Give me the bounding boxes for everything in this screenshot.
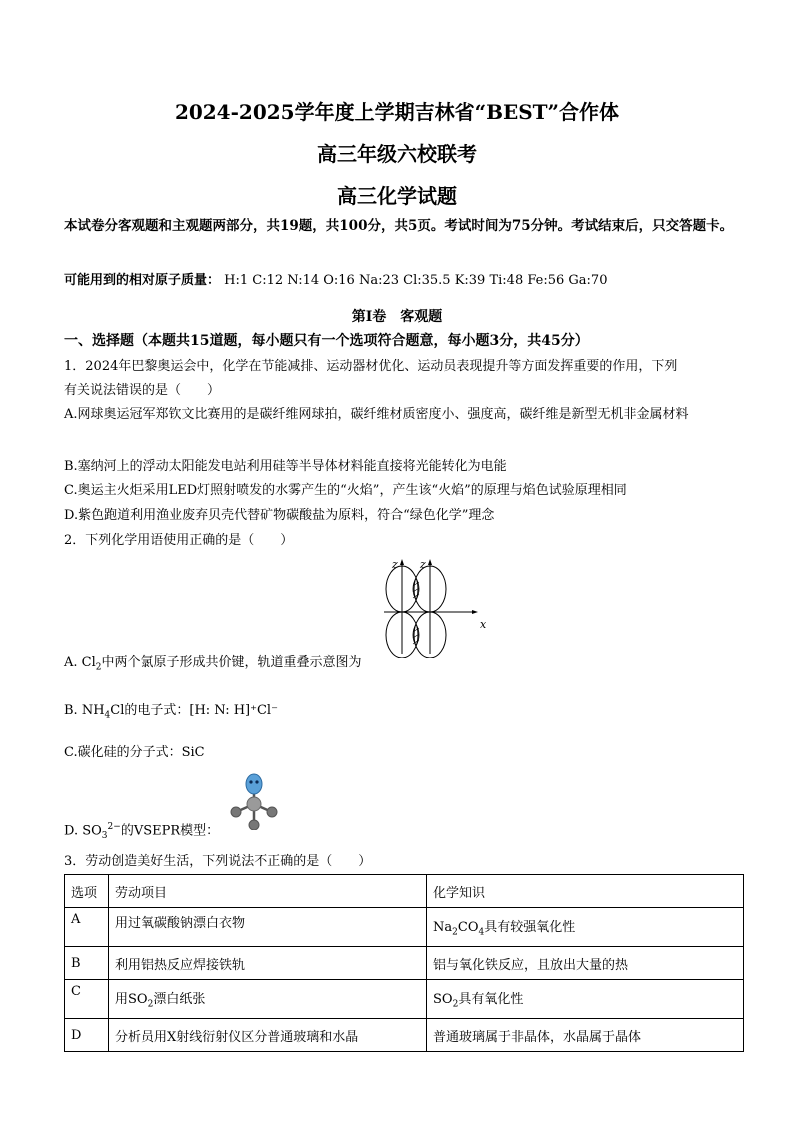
q3-options-table	[64, 874, 744, 1052]
table-header-cell: 选项	[65, 875, 109, 908]
axis-x-label: x	[480, 618, 487, 631]
item-text: 漂白纸张	[153, 992, 206, 1008]
q3-stem: 3．劳动创造美好生活，下列说法不正确的是（ ）	[64, 854, 372, 869]
z-axis-left-arrow	[400, 559, 404, 565]
q1-option-a: A.网球奥运冠军郑钦文比赛用的是碳纤维网球拍，碳纤维材质密度小、强度高，碳纤维是新型无机非金属材料	[64, 407, 689, 422]
q2-a-prefix: A. Cl	[64, 655, 96, 670]
table-cell-option: D	[65, 1019, 109, 1052]
table-cell-knowledge	[427, 908, 744, 947]
lone-pair-dot	[249, 780, 252, 783]
lone-pair-lobe	[246, 774, 262, 794]
table-row	[65, 980, 744, 1019]
table-cell-option: C	[65, 980, 109, 1019]
q2-b-text: Cl的电子式：	[110, 703, 190, 718]
atomic-masses	[64, 272, 734, 290]
table-cell-option: B	[65, 947, 109, 980]
table-row	[65, 947, 744, 980]
table-header-row	[65, 875, 744, 908]
exam-instructions: 本试卷分客观题和主观题两部分，共19题，共100分，共5页。考试时间为75分钟。考试结束后，只交答题卡。	[64, 218, 734, 234]
q1-stem-line2: 有关说法错误的是（ ）	[64, 383, 221, 398]
q2-d-prefix: D. SO	[64, 823, 102, 839]
atomic-masses-values: H:1 C:12 N:14 O:16 Na:23 Cl:35.5 K:39 Ti:48 Fe:56 Ga:70	[224, 273, 608, 288]
formula-subscript: 2	[452, 927, 458, 938]
table-cell-knowledge: 普通玻璃属于非晶体，水晶属于晶体	[427, 1019, 744, 1052]
q2-option-b	[64, 702, 734, 725]
exam-title-line2: 高三年级六校联考	[317, 142, 477, 166]
section-heading: 一、选择题（本题共15道题，每小题只有一个选项符合题意，每小题3分，共45分）	[64, 333, 589, 349]
q2-b-electron-formula: [H: N: H]⁺Cl⁻	[189, 703, 278, 718]
formula-part: CO	[457, 920, 479, 936]
q1-option-d: D.紫色跑道利用渔业废弃贝壳代替矿物碳酸盐为原料，符合“绿色化学”理念	[64, 508, 495, 523]
ligand-atom-right	[267, 807, 277, 817]
table-cell-item: 分析员用X射线衍射仪区分普通玻璃和水晶	[109, 1019, 427, 1052]
part-heading: 第Ⅰ卷 客观题	[351, 309, 443, 325]
knowledge-text: 具有氧化性	[458, 992, 524, 1008]
q2-option-d	[64, 818, 734, 845]
axis-z-right-label: z	[420, 558, 426, 571]
x-axis-arrow	[472, 610, 478, 614]
q2-d-subscript: 3	[101, 830, 108, 841]
table-cell-knowledge	[427, 980, 744, 1019]
q2-option-c: C.碳化硅的分子式：SiC	[64, 745, 205, 760]
q2-stem: 2．下列化学用语使用正确的是（ ）	[64, 533, 294, 548]
q1-stem-line1: 1．2024年巴黎奥运会中，化学在节能减排、运动器材优化、运动员表现提升等方面发挥重要的作用，下列	[64, 359, 678, 374]
exam-title-line1: 2024-2025学年度上学期吉林省“BEST”合作体	[174, 100, 620, 124]
exam-title-line3: 高三化学试题	[337, 184, 457, 208]
axis-z-left-label: z	[392, 558, 398, 571]
q1-option-c: C.奥运主火炬采用LED灯照射喷发的水雾产生的“火焰”，产生该“火焰”的原理与焰色试验原理相同	[64, 483, 627, 498]
q2-d-superscript: 2−	[107, 822, 121, 832]
q2-b-prefix: B. NH	[64, 703, 105, 718]
q2-option-a	[64, 654, 734, 677]
table-cell-knowledge: 铝与氧化铁反应，且放出大量的热	[427, 947, 744, 980]
item-text: 用SO	[115, 992, 148, 1008]
formula-subscript: 2	[147, 999, 154, 1010]
table-row	[65, 1019, 744, 1052]
formula-subscript: 2	[452, 999, 459, 1010]
z-axis-right-arrow	[428, 559, 432, 565]
atomic-masses-label: 可能用到的相对原子质量：	[64, 273, 221, 288]
formula-part: SO	[433, 992, 453, 1008]
table-row	[65, 908, 744, 947]
ligand-atom-left	[231, 807, 241, 817]
formula-subscript: 4	[478, 927, 485, 938]
knowledge-text: 具有较强氧化性	[484, 920, 576, 936]
p-orbital-overlap-diagram	[382, 556, 492, 658]
lone-pair-dot	[255, 780, 258, 783]
table-header-cell: 化学知识	[427, 875, 744, 908]
central-atom	[247, 797, 261, 811]
table-cell-item	[109, 980, 427, 1019]
table-header-cell: 劳动项目	[109, 875, 427, 908]
table-cell-item: 用过氧碳酸钠漂白衣物	[109, 908, 427, 947]
q1-option-b: B.塞纳河上的浮动太阳能发电站利用硅等半导体材料能直接将光能转化为电能	[64, 459, 507, 474]
formula-part: Na	[433, 920, 453, 936]
table-cell-item: 利用铝热反应焊接铁轨	[109, 947, 427, 980]
q2-a-subscript: 2	[95, 662, 102, 673]
q2-d-text: 的VSEPR模型：	[120, 823, 220, 839]
q2-a-text: 中两个氯原子形成共价键，轨道重叠示意图为	[101, 655, 362, 670]
table-cell-option: A	[65, 908, 109, 947]
q2-b-subscript: 4	[104, 710, 111, 721]
